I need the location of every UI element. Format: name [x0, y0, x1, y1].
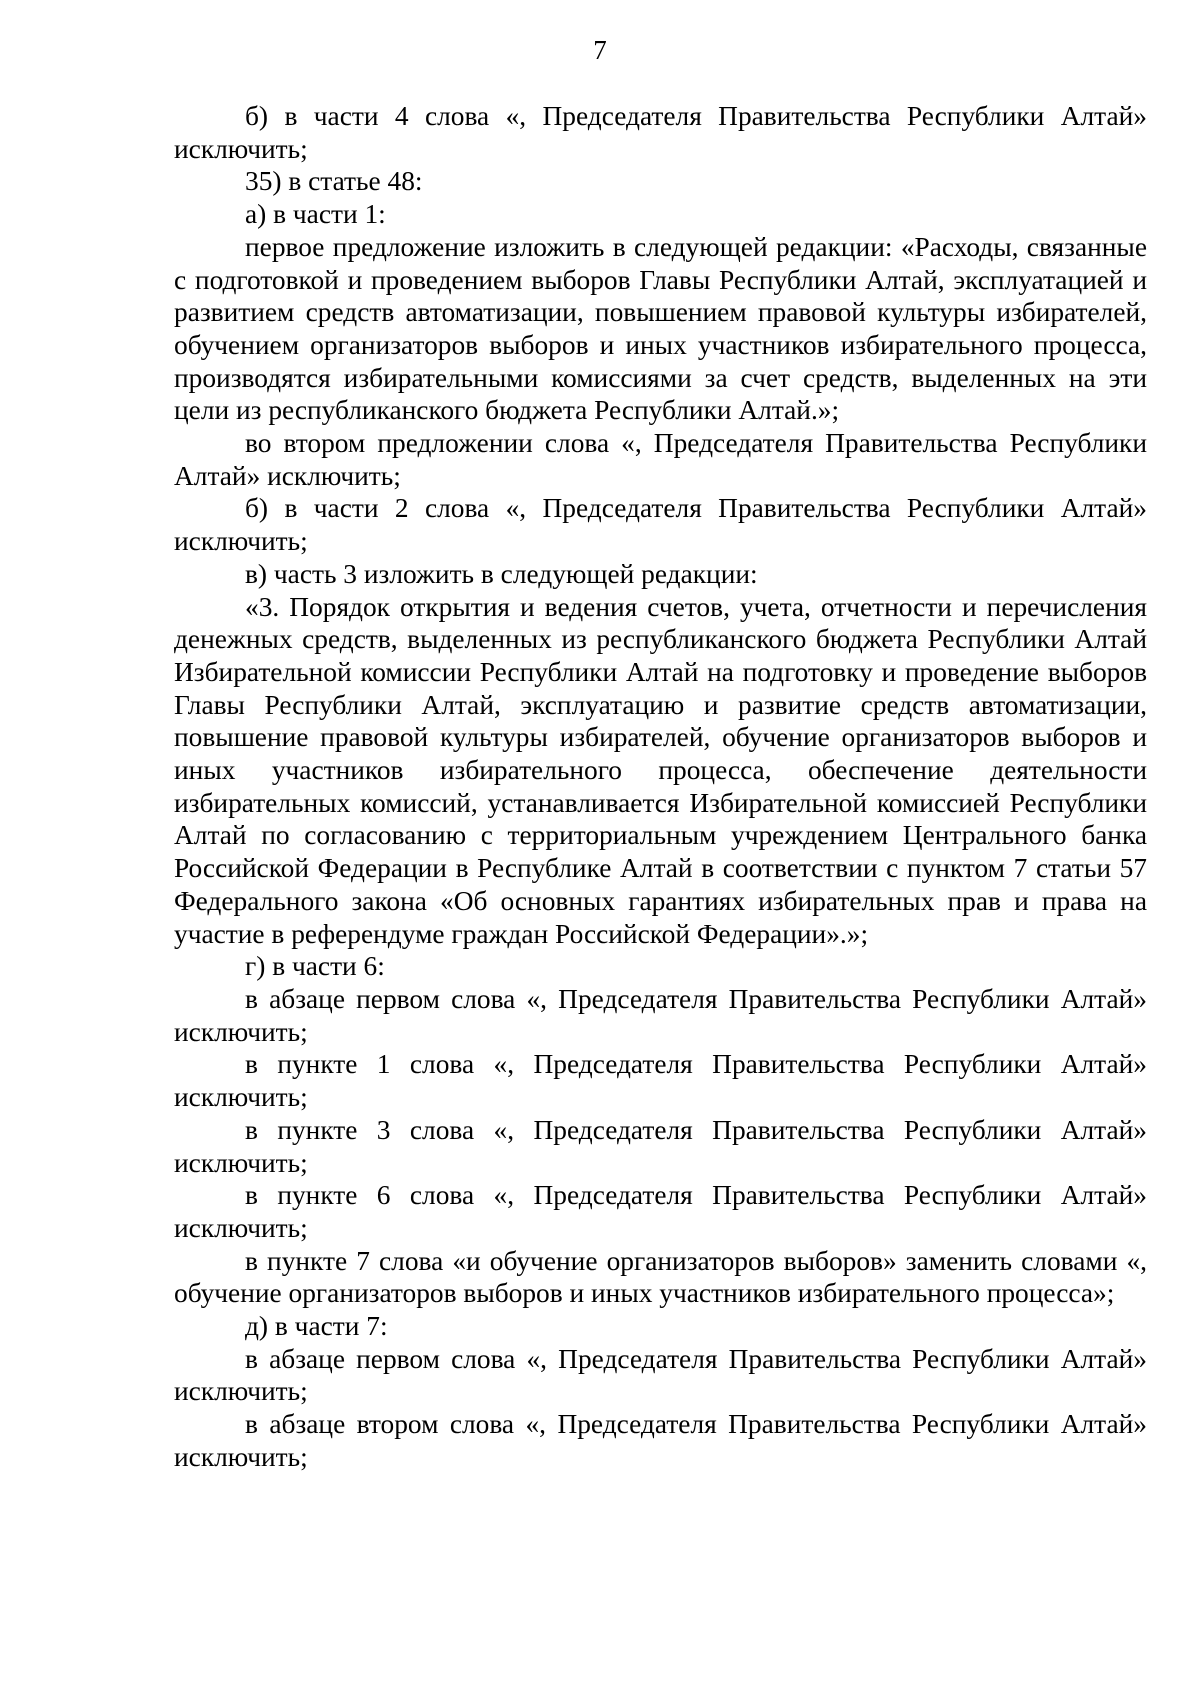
paragraph: в абзаце первом слова «, Председателя Правительства Республики Алтай» исключить; — [174, 1343, 1147, 1407]
paragraph: первое предложение изложить в следующей редакции: «Расходы, связанные с подготовкой и проведением выборов Главы Республики Алтай, эксплуатацией и развитием средств автоматизации, повышением правовой культуры избирателей, обучением организаторов выборов и иных участников избирательного процесса, производятся избирательными комиссиями за счет средств, выделенных на эти цели из республиканского бюджета Республики Алтай.»; — [174, 231, 1147, 426]
page-number: 7 — [593, 35, 607, 65]
paragraph: в) часть 3 изложить в следующей редакции: — [245, 558, 758, 589]
paragraph: в пункте 7 слова «и обучение организаторов выборов» заменить словами «, обучение организаторов выборов и иных участников избирательного процесса»; — [174, 1245, 1147, 1309]
paragraph: б) в части 2 слова «, Председателя Правительства Республики Алтай» исключить; — [174, 493, 1147, 557]
paragraph: в абзаце втором слова «, Председателя Правительства Республики Алтай» исключить; — [174, 1409, 1147, 1472]
paragraph: 35) в статье 48: — [245, 166, 423, 197]
paragraph: в пункте 3 слова «, Председателя Правительства Республики Алтай» исключить; — [174, 1114, 1147, 1178]
paragraph: в пункте 1 слова «, Председателя Правительства Республики Алтай» исключить; — [174, 1049, 1147, 1113]
paragraph: а) в части 1: — [245, 199, 386, 230]
paragraph: б) в части 4 слова «, Председателя Правительства Республики Алтай» исключить; — [174, 101, 1147, 164]
paragraph: во втором предложении слова «, Председателя Правительства Республики Алтай» исключить; — [174, 428, 1147, 491]
document-body — [174, 100, 1147, 1474]
paragraph: в абзаце первом слова «, Председателя Правительства Республики Алтай» исключить; — [174, 983, 1147, 1047]
paragraph: г) в части 6: — [245, 951, 385, 982]
paragraph: д) в части 7: — [245, 1311, 388, 1342]
paragraph: в пункте 6 слова «, Председателя Правительства Республики Алтай» исключить; — [174, 1180, 1147, 1243]
paragraph: «3. Порядок открытия и ведения счетов, учета, отчетности и перечисления денежных средств, выделенных из республиканского бюджета Республики Алтай Избирательной комиссии Республики Алтай на подготовку и проведение выборов Главы Республики Алтай, эксплуатацию и развитие средств автоматизации, повышение правовой культуры избирателей, обучение организаторов выборов и иных участников избирательного процесса, обеспечение деятельности избирательных комиссий, устанавливается Избирательной комиссией Республики Алтай по согласованию с территориальным учреждением Центрального банка Российской Федерации в Республике Алтай в соответствии с пунктом 7 статьи 57 Федерального закона «Об основных гарантиях избирательных прав и права на участие в референдуме граждан Российской Федерации».»; — [174, 591, 1147, 949]
